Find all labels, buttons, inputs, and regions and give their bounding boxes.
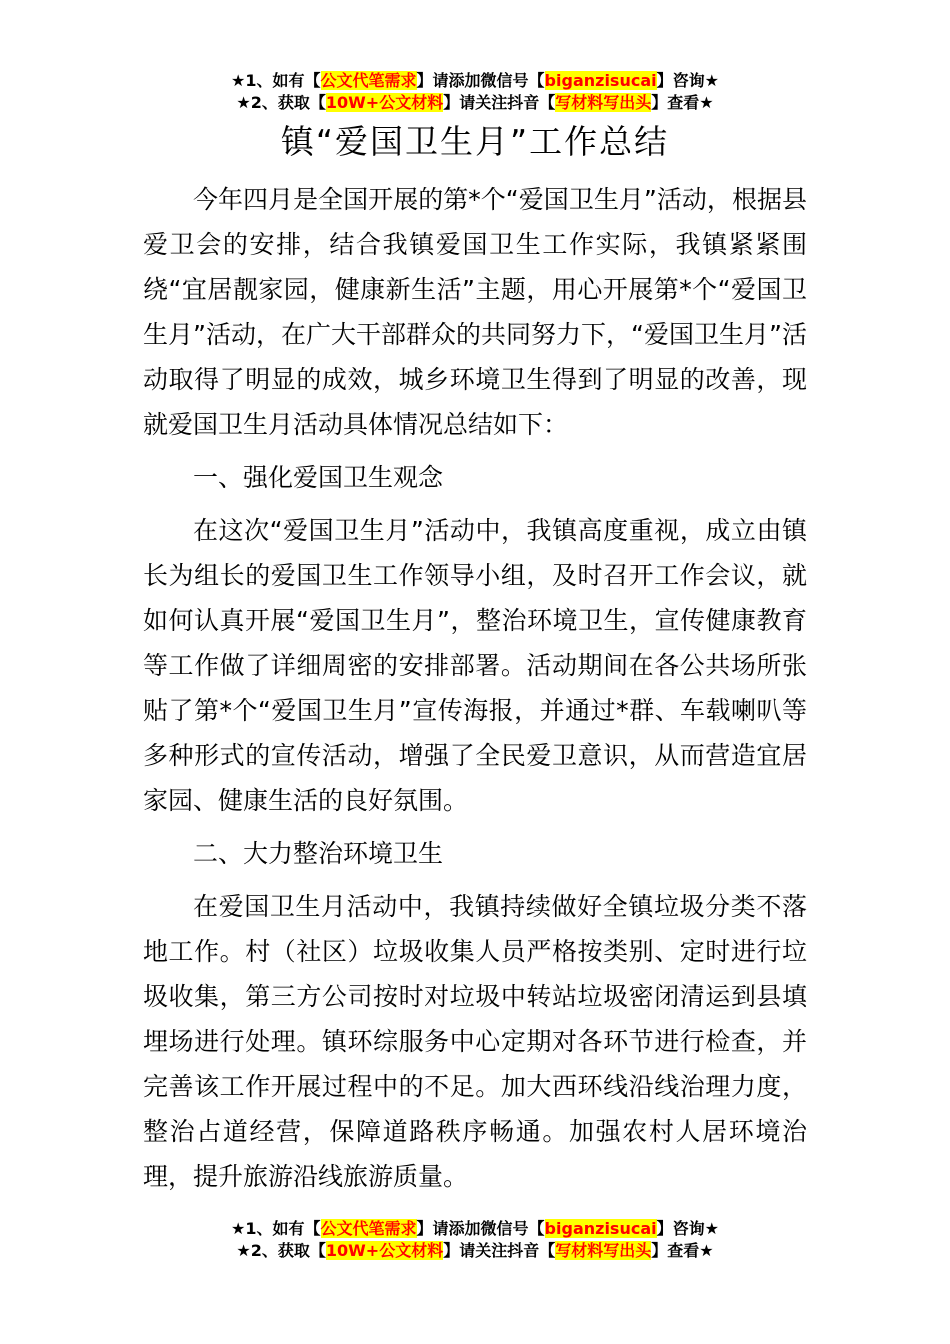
banner-highlight: 10W+公文材料 <box>325 1241 444 1260</box>
intro-paragraph: 今年四月是全国开展的第*个“爱国卫生月”活动，根据县爱卫会的安排，结合我镇爱国卫生工作实际，我镇紧紧围绕“宜居靓家园，健康新生活”主题，用心开展第*个“爱国卫生月”活动，在广大干部群众的共同努力下，“爱国卫生月”活动取得了明显的成效，城乡环境卫生得到了明显的改善，现就爱国卫生月活动具体情况总结如下： <box>143 185 807 439</box>
section-heading-2: 二、大力整治环境卫生 <box>193 839 444 868</box>
banner-text: ★2、获取【 <box>236 1241 326 1260</box>
banner-text: 】请关注抖音【 <box>443 1241 556 1260</box>
banner-text: ★1、如有【 <box>231 1219 321 1238</box>
section-1-paragraph: 在这次“爱国卫生月”活动中，我镇高度重视，成立由镇长为组长的爱国卫生工作领导小组，及时召开工作会议，就如何认真开展“爱国卫生月”，整治环境卫生，宣传健康教育等工作做了详细周密的安排部署。活动期间在各公共场所张贴了第*个“爱国卫生月”宣传海报，并通过*群、车载喇叭等多种形式的宣传活动，增强了全民爱卫意识，从而营造宜居家园、健康生活的良好氛围。 <box>143 516 807 815</box>
banner-highlight: 10W+公文材料 <box>325 93 444 112</box>
banner-text: 】查看★ <box>651 93 714 112</box>
banner-text: 】请关注抖音【 <box>443 93 556 112</box>
banner-highlight-wechat: biganzisucai <box>544 1219 657 1238</box>
banner-text: 】咨询★ <box>656 1219 719 1238</box>
banner-highlight-douyin: 写材料写出头 <box>555 1241 652 1260</box>
banner-line-1 <box>0 1218 950 1240</box>
banner-text: ★1、如有【 <box>231 71 321 90</box>
bottom-banner <box>0 1218 950 1262</box>
banner-highlight-wechat: biganzisucai <box>544 71 657 90</box>
banner-highlight: 公文代笔需求 <box>320 1219 417 1238</box>
section-heading-1: 一、强化爱国卫生观念 <box>193 463 444 492</box>
banner-text: 】咨询★ <box>656 71 719 90</box>
banner-text: 】请添加微信号【 <box>416 71 545 90</box>
banner-text: 】查看★ <box>651 1241 714 1260</box>
banner-highlight: 公文代笔需求 <box>320 71 417 90</box>
banner-line-2 <box>0 92 950 114</box>
banner-text: ★2、获取【 <box>236 93 326 112</box>
banner-highlight-douyin: 写材料写出头 <box>555 93 652 112</box>
banner-line-1 <box>0 70 950 92</box>
document-body <box>143 177 807 1199</box>
banner-line-2 <box>0 1240 950 1262</box>
banner-text: 】请添加微信号【 <box>416 1219 545 1238</box>
page-title: 镇“爱国卫生月”工作总结 <box>280 122 670 161</box>
top-banner <box>0 70 950 114</box>
section-2-paragraph: 在爱国卫生月活动中，我镇持续做好全镇垃圾分类不落地工作。村（社区）垃圾收集人员严格按类别、定时进行垃圾收集，第三方公司按时对垃圾中转站垃圾密闭清运到县填埋场进行处理。镇环综服务中心定期对各环节进行检查，并完善该工作开展过程中的不足。加大西环线沿线治理力度，整治占道经营，保障道路秩序畅通。加强农村人居环境治理，提升旅游沿线旅游质量。 <box>143 892 807 1191</box>
